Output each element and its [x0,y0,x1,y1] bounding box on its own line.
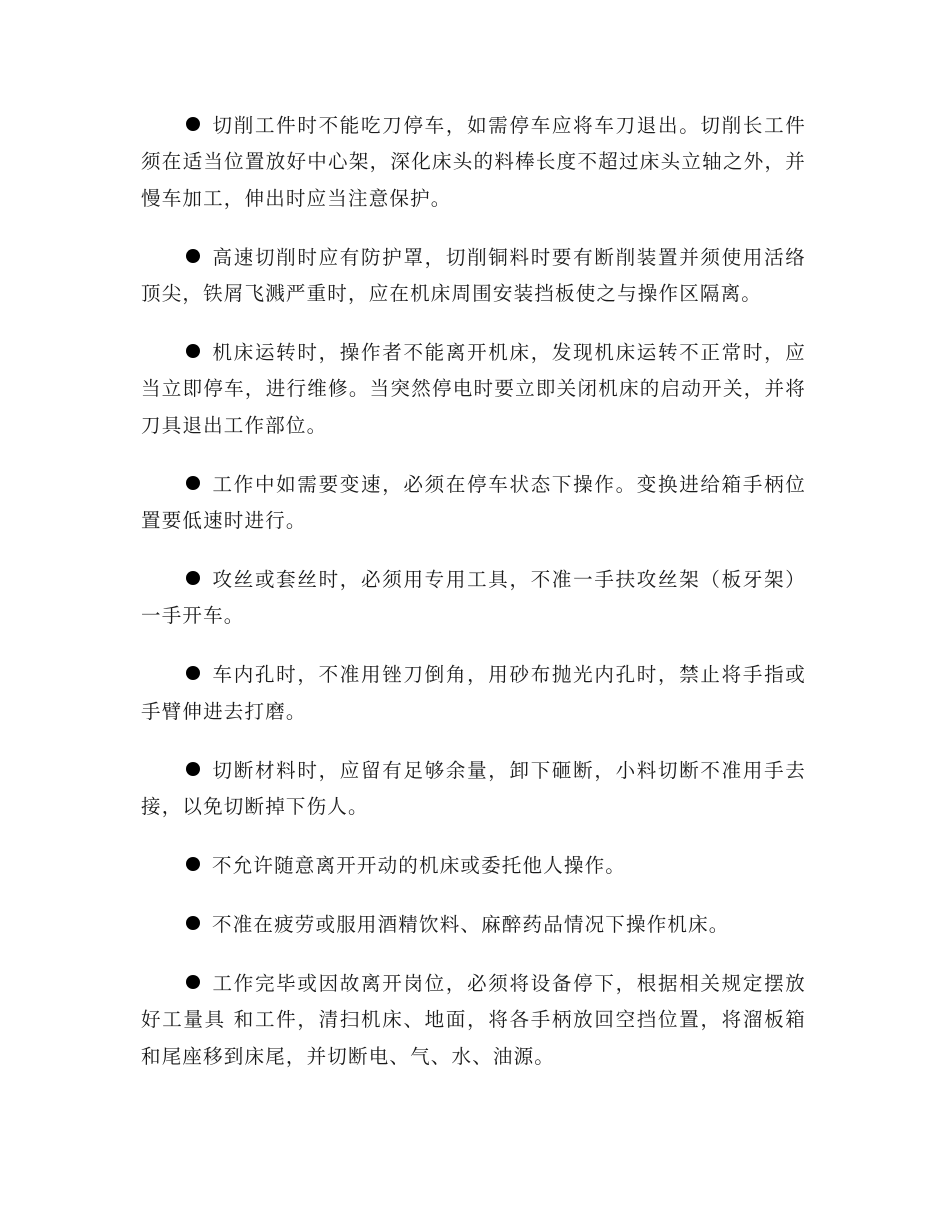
bullet-icon [186,344,200,358]
bullet-icon [186,571,200,585]
list-item [141,907,806,943]
list-item-text: 机床运转时，操作者不能离开机床，发现机床运转不正常时，应当立即停车，进行维修。当突然停电时要立即关闭机床的启动开关，并将刀具退出工作部位。 [141,341,806,437]
list-item-text: 高速切削时应有防护罩，切削铜料时要有断削装置并须使用活络顶尖，铁屑飞溅严重时，应在机床周围安装挡板使之与操作区隔离。 [141,245,806,306]
list-item-text: 不允许随意离开开动的机床或委托他人操作。 [212,854,627,877]
bullet-icon [186,975,200,989]
list-item [141,467,806,540]
list-item [141,657,806,730]
list-item [141,848,806,884]
bullet-icon [186,249,200,263]
bullet-icon [186,916,200,930]
list-item-text: 工作中如需要变速，必须在停车状态下操作。变换进给箱手柄位置要低速时进行。 [141,472,806,533]
list-item [141,240,806,313]
list-item-text: 攻丝或套丝时，必须用专用工具，不准一手扶攻丝架（板牙架）一手开车。 [141,568,806,628]
bullet-icon [186,117,200,131]
list-item [141,753,806,826]
list-item [141,562,806,635]
bullet-icon [186,762,200,776]
list-item-text: 工作完毕或因故离开岗位，必须将设备停下，根据相关规定摆放好工量具 和工件，清扫机床、地面，将各手柄放回空挡位置，将溜板箱和尾座移到床尾，并切断电、气、水、油源。 [141,971,806,1068]
safety-rules-list [141,108,806,1098]
list-item-text: 不准在疲劳或服用酒精饮料、麻醉药品情况下操作机床。 [212,912,730,936]
list-item-text: 切断材料时，应留有足够余量，卸下砸断，小料切断不准用手去接，以免切断掉下伤人。 [141,758,806,819]
bullet-icon [186,857,200,871]
list-item-text: 车内孔时，不准用锉刀倒角，用砂布抛光内孔时，禁止将手指或手臂伸进去打磨。 [141,663,806,723]
bullet-icon [186,476,200,490]
list-item [141,966,806,1075]
bullet-icon [186,666,200,680]
list-item-text: 切削工件时不能吃刀停车，如需停车应将车刀退出。切削长工件须在适当位置放好中心架，深化床头的料棒长度不超过床头立轴之外，并慢车加工，伸出时应当注意保护。 [141,114,806,210]
list-item [141,108,806,217]
list-item [141,335,806,444]
